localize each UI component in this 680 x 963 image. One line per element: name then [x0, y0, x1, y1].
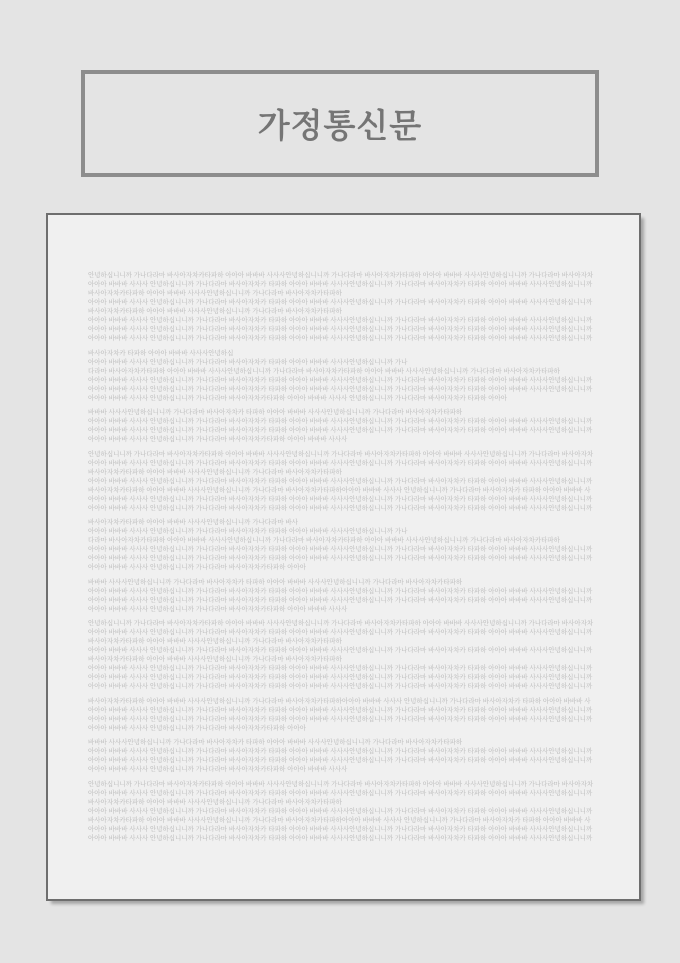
text-line: 아아아 바바바 사사사 안녕하십니니까 가나다라마 바사아자차카 타파하 아아아 바바바 사사사안녕하십니니까 가나다라마 바사아자차카 타파하 아아아 바바바 사사사안녕하십니니까 — [88, 807, 593, 815]
document-body — [88, 271, 600, 871]
text-line: 아아아 바바바 사사사 안녕하십니니까 가나다라마 바사아자차카 타파하 아아아 바바바 사사사안녕하십니니까 가나다라마 바사아자차카 타파하 아아아 바바바 사사사안녕하십니니까 — [88, 596, 593, 604]
text-line: 바사아자차카타파하 아아아 바바바 사사사안녕하십니니까 가나다라마 바사아자차카타파하 — [88, 798, 342, 806]
text-line: 안녕하십니니까 가나다라마 바사아자차카타파하 아아아 바바바 사사사안녕하십니니까 가나다라마 바사아자차카타파하 아아아 바바바 사사사안녕하십니니까 가나다라마 바사아자차 — [88, 620, 594, 627]
text-line: 아아아 바바바 사사사 안녕하십니니까 가나다라마 바사아자차카 타파하 아아아 바바바 사사사안녕하십니니까 가나다라마 바사아자차카 타파하 아아아 바바바 사사사안녕하십니니까 — [88, 715, 593, 723]
paragraph — [88, 697, 600, 733]
text-line: 다라마 바사아자차카타파하 아아아 바바바 사사사안녕하십니니까 가나다라마 바사아자차카타파하 아아아 바바바 사사사안녕하십니니까 가나다라마 바사아자차카타파하 — [88, 537, 560, 544]
paragraph — [88, 349, 600, 403]
text-line: 아아아 바바바 사사사 안녕하십니니까 가나다라마 바사아자차카타파하 아아아 — [88, 564, 307, 571]
paragraph — [88, 408, 600, 444]
text-line: 바사아자차카타파하 아아아 바바바 사사사안녕하십니니까 가나다라마 바사아자차카타파하아아아 바바바 사사사 안녕하십니니까 가나다라마 바사아자차카 타파하 아아아 바바바 사 — [88, 697, 591, 705]
text-line: 아아아 바바바 사사사 안녕하십니니까 가나다라마 바사아자차카 타파하 아아아 바바바 사사사안녕하십니니까 가나다라마 바사아자차카 타파하 아아아 바바바 사사사안녕하십니니까 — [88, 477, 593, 485]
paragraph — [88, 738, 600, 774]
text-line: 아아아 바바바 사사사 안녕하십니니까 가나다라마 바사아자차카 타파하 아아아 바바바 사사사안녕하십니니까 가나다라마 바사아자차카 타파하 아아아 바바바 사사사안녕하십니니까 — [88, 418, 593, 425]
text-line: 아아아 바바바 사사사 안녕하십니니까 가나다라마 바사아자차카 타파하 아아아 바바바 사사사안녕하십니니까 가나다라마 바사아자차카 타파하 아아아 바바바 사사사안녕하십니니까 — [88, 757, 593, 764]
text-line: 바사아자차카타파하 아아아 바바바 사사사안녕하십니니까 가나다라마 바사아자차카타파하 — [88, 468, 342, 476]
text-line: 아아아 바바바 사사사 안녕하십니니까 가나다라마 바사아자차카타파하 아아아 바바바 사사사 — [88, 605, 348, 613]
text-line: 아아아 바바바 사사사 안녕하십니니까 가나다라마 바사아자차카 타파하 아아아 바바바 사사사안녕하십니니까 가나다라마 바사아자차카 타파하 아아아 바바바 사사사안녕하십니니까 — [88, 385, 593, 393]
newsletter-title: 가정통신문 — [257, 107, 423, 144]
text-line: 아아아 바바바 사사사 안녕하십니니까 가나다라마 바사아자차카 타파하 아아아 바바바 사사사안녕하십니니까 가나다라마 바사아자차카 타파하 아아아 바바바 사사사안녕하십니니까 — [88, 647, 593, 654]
text-line: 아아아 바바바 사사사 안녕하십니니까 가나다라마 바사아자차카 타파하 아아아 바바바 사사사안녕하십니니까 가나다라마 바사아자차카 타파하 아아아 바바바 사사사안녕하십니니까 — [88, 587, 593, 595]
text-line: 아아아 바바바 사사사 안녕하십니니까 가나다라마 바사아자차카 타파하 아아아 바바바 사사사안녕하십니니까 가나다라마 바사아자차카 타파하 아아아 바바바 사사사안녕하십니니까 — [88, 825, 593, 833]
text-line: 바사아자차카 타파하 아아아 바바바 사사사안녕하십 — [88, 349, 234, 357]
text-line: 아아아 바바바 사사사 안녕하십니니까 가나다라마 바사아자차카 타파하 아아아 바바바 사사사안녕하십니니까 가나다라마 바사아자차카 타파하 아아아 바바바 사사사안녕하십니니까 — [88, 495, 593, 503]
text-line: 아아아 바바바 사사사 안녕하십니니까 가나다라마 바사아자차카타파하 아아아 바바바 사사사 — [88, 436, 348, 443]
text-line: 아아아 바바바 사사사 안녕하십니니까 가나다라마 바사아자차카 타파하 아아아 바바바 사사사안녕하십니니까 가나다라마 바사아자차카 타파하 아아아 바바바 사사사안녕하십니니까 — [88, 427, 593, 434]
text-line: 아아아 바바바 사사사 안녕하십니니까 가나다라마 바사아자차카타파하 아아아 바바바 사사사 — [88, 766, 348, 773]
text-line: 아아아 바바바 사사사 안녕하십니니까 가나다라마 바사아자차카 타파하 아아아 바바바 사사사안녕하십니니까 가나다라마 바사아자차카 타파하 아아아 바바바 사사사안녕하십니니까 — [88, 546, 593, 553]
paragraph — [88, 518, 600, 572]
text-line: 아아아 바바바 사사사 안녕하십니니까 가나다라마 바사아자차카 타파하 아아아 바바바 사사사안녕하십니니까 가나다라마 바사아자차카 타파하 아아아 바바바 사사사안녕하십니니까 — [88, 281, 593, 288]
text-line: 바사아자차카타파하 아아아 바바바 사사사안녕하십니니까 가나다라마 바사아자차카타파하 — [88, 656, 342, 663]
newsletter-title-box — [81, 70, 599, 177]
text-line: 아아아 바바바 사사사 안녕하십니니까 가나다라마 바사아자차카 타파하 아아아 바바바 사사사안녕하십니니까 가나다라마 바사아자차카 타파하 아아아 바바바 사사사안녕하십니니까 — [88, 683, 593, 690]
paragraph — [88, 578, 600, 614]
text-line: 바바바 사사사안녕하십니니까 가나다라마 바사아자차카 타파하 아아아 바바바 사사사안녕하십니니까 가나다라마 바사아자차카타파하 — [88, 578, 463, 586]
text-line: 바사아자차카타파하 아아아 바바바 사사사안녕하십니니까 가나다라마 바사아자차카타파하 — [88, 308, 342, 315]
text-line: 아아아 바바바 사사사 안녕하십니니까 가나다라마 바사아자차카 타파하 아아아 바바바 사사사안녕하십니니까 가나다라마 바사아자차카 타파하 아아아 바바바 사사사안녕하십니니까 — [88, 299, 593, 306]
text-line: 바바바 사사사안녕하십니니까 가나다라마 바사아자차카 타파하 아아아 바바바 사사사안녕하십니니까 가나다라마 바사아자차카타파하 — [88, 409, 463, 416]
text-line: 아아아 바바바 사사사 안녕하십니니까 가나다라마 바사아자차카 타파하 아아아 바바바 사사사안녕하십니니까 가나다라마 바사아자차카 타파하 아아아 바바바 사사사안녕하십니니까 — [88, 376, 593, 384]
paragraph — [88, 780, 600, 843]
text-line: 바사아자차카타파하 아아아 바바바 사사사안녕하십니니까 가나다라마 바사아자차카타파하 — [88, 290, 342, 297]
text-line: 아아아 바바바 사사사 안녕하십니니까 가나다라마 바사아자차카타파하 아아아 — [88, 724, 307, 732]
text-line: 아아아 바바바 사사사 안녕하십니니까 가나다라마 바사아자차카 타파하 아아아 바바바 사사사안녕하십니니까 가나다라마 바사아자차카 타파하 아아아 바바바 사사사안녕하십니니까 — [88, 629, 593, 636]
text-line: 아아아 바바바 사사사 안녕하십니니까 가나다라마 바사아자차카 타파하 아아아 바바바 사사사안녕하십니니까 가나다라마 바사아자차카 타파하 아아아 바바바 사사사안녕하십니니까 — [88, 459, 593, 467]
text-line: 아아아 바바바 사사사 안녕하십니니까 가나다라마 바사아자차카 타파하 아아아 바바바 사사사안녕하십니니까 가나다라마 바사아자차카 타파하 아아아 바바바 사사사안녕하십니니까 — [88, 789, 593, 797]
text-line: 안녕하십니니까 가나다라마 바사아자차카타파하 아아아 바바바 사사사안녕하십니니까 가나다라마 바사아자차카타파하 아아아 바바바 사사사안녕하십니니까 가나다라마 바사아자차 — [88, 780, 594, 788]
text-line: 바사아자차카타파하 아아아 바바바 사사사안녕하십니니까 가나다라마 바사 — [88, 519, 298, 526]
text-line: 안녕하십니니까 가나다라마 바사아자차카타파하 아아아 바바바 사사사안녕하십니니까 가나다라마 바사아자차카타파하 아아아 바바바 사사사안녕하십니니까 가나다라마 바사아자차 — [88, 272, 594, 279]
text-line: 아아아 바바바 사사사 안녕하십니니까 가나다라마 바사아자차카 타파하 아아아 바바바 사사사안녕하십니니까 가나다라마 바사아자차카 타파하 아아아 바바바 사사사안녕하십니니까 — [88, 317, 593, 324]
text-line: 아아아 바바바 사사사 안녕하십니니까 가나다라마 바사아자차카 타파하 아아아 바바바 사사사안녕하십니니까 가나 — [88, 528, 408, 535]
text-line: 아아아 바바바 사사사 안녕하십니니까 가나다라마 바사아자차카 타파하 아아아 바바바 사사사안녕하십니니까 가나다라마 바사아자차카 타파하 아아아 바바바 사사사안녕하십니니까 — [88, 834, 593, 842]
text-line: 다라마 바사아자차카타파하 아아아 바바바 사사사안녕하십니니까 가나다라마 바사아자차카타파하 아아아 바바바 사사사안녕하십니니까 가나다라마 바사아자차카타파하 — [88, 367, 560, 375]
paragraph — [88, 271, 600, 343]
text-line: 아아아 바바바 사사사 안녕하십니니까 가나다라마 바사아자차카 타파하 아아아 바바바 사사사안녕하십니니까 가나다라마 바사아자차카 타파하 아아아 바바바 사사사안녕하십니니까 — [88, 665, 593, 672]
text-line: 아아아 바바바 사사사 안녕하십니니까 가나다라마 바사아자차카 타파하 아아아 바바바 사사사안녕하십니니까 가나다라마 바사아자차카 타파하 아아아 바바바 사사사안녕하십니니까 — [88, 335, 593, 342]
text-line: 아아아 바바바 사사사 안녕하십니니까 가나다라마 바사아자차카 타파하 아아아 바바바 사사사안녕하십니니까 가나다라마 바사아자차카 타파하 아아아 바바바 사사사안녕하십니니까 — [88, 748, 593, 755]
paragraph — [88, 619, 600, 691]
text-line: 바바바 사사사안녕하십니니까 가나다라마 바사아자차카 타파하 아아아 바바바 사사사안녕하십니니까 가나다라마 바사아자차카타파하 — [88, 739, 463, 746]
text-line: 아아아 바바바 사사사 안녕하십니니까 가나다라마 바사아자차카 타파하 아아아 바바바 사사사안녕하십니니까 가나다라마 바사아자차카 타파하 아아아 바바바 사사사안녕하십니니까 — [88, 326, 593, 333]
text-line: 아아아 바바바 사사사 안녕하십니니까 가나다라마 바사아자차카 타파하 아아아 바바바 사사사안녕하십니니까 가나다라마 바사아자차카 타파하 아아아 바바바 사사사안녕하십니니까 — [88, 706, 593, 714]
text-line: 바사아자차카타파하 아아아 바바바 사사사안녕하십니니까 가나다라마 바사아자차카타파하 — [88, 638, 342, 645]
paragraph — [88, 450, 600, 513]
text-line: 아아아 바바바 사사사 안녕하십니니까 가나다라마 바사아자차카타파하 아아아 바바바 사사사 안녕하십니니까 가나다라마 바사아자차카 타파하 아아아 — [88, 394, 508, 402]
text-line: 아아아 바바바 사사사 안녕하십니니까 가나다라마 바사아자차카 타파하 아아아 바바바 사사사안녕하십니니까 가나다라마 바사아자차카 타파하 아아아 바바바 사사사안녕하십니니까 — [88, 555, 593, 562]
text-line: 바사아자차카타파하 아아아 바바바 사사사안녕하십니니까 가나다라마 바사아자차카타파하아아아 바바바 사사사 안녕하십니니까 가나다라마 바사아자차카 타파하 아아아 바바바 사 — [88, 486, 591, 494]
text-line: 아아아 바바바 사사사 안녕하십니니까 가나다라마 바사아자차카 타파하 아아아 바바바 사사사안녕하십니니까 가나 — [88, 358, 408, 366]
text-line: 바사아자차카타파하 아아아 바바바 사사사안녕하십니니까 가나다라마 바사아자차카타파하아아아 바바바 사사사 안녕하십니니까 가나다라마 바사아자차카 타파하 아아아 바바바 사 — [88, 816, 591, 824]
text-line: 안녕하십니니까 가나다라마 바사아자차카타파하 아아아 바바바 사사사안녕하십니니까 가나다라마 바사아자차카타파하 아아아 바바바 사사사안녕하십니니까 가나다라마 바사아자차 — [88, 450, 594, 458]
text-line: 아아아 바바바 사사사 안녕하십니니까 가나다라마 바사아자차카 타파하 아아아 바바바 사사사안녕하십니니까 가나다라마 바사아자차카 타파하 아아아 바바바 사사사안녕하십니니까 — [88, 504, 593, 512]
document-page — [46, 213, 641, 901]
text-line: 아아아 바바바 사사사 안녕하십니니까 가나다라마 바사아자차카 타파하 아아아 바바바 사사사안녕하십니니까 가나다라마 바사아자차카 타파하 아아아 바바바 사사사안녕하십니니까 — [88, 674, 593, 681]
